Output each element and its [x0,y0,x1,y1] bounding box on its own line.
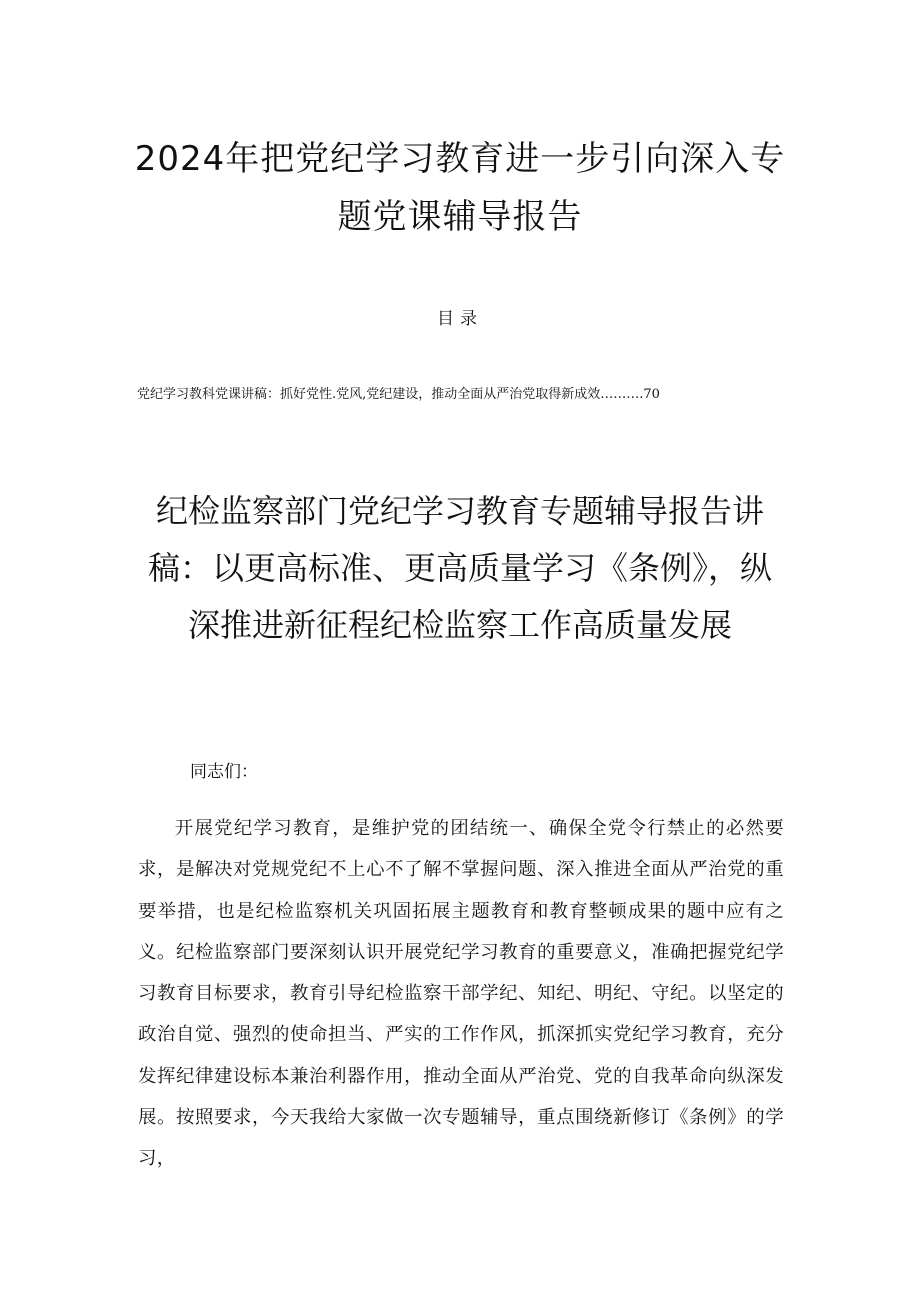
toc-entry[interactable] [137,385,837,405]
document-title: 2024年把党纪学习教育进一步引向深入专题党课辅导报告 [134,139,786,237]
toc-heading: 目录 [437,309,483,329]
toc-entry-page: .70 [639,387,660,402]
toc-entry-text: 党纪学习教科党课讲稿：抓好党性.党风,党纪建设，推动全面从严治党取得新成效……… [137,387,640,402]
salutation: 同志们： [190,762,258,782]
body-paragraph: 开展党纪学习教育，是维护党的团结统一、确保全党令行禁止的必然要求，是解决对党规党纪不上心不了解不掌握问题、深入推进全面从严治党的重要举措，也是纪检监察机关巩固拓展主题教育和教育整顿成果的题中应有之义。纪检监察部门要深刻认识开展党纪学习教育的重要意义，准确把握党纪学习教育目标要求，教育引导纪检监察干部学纪、知纪、明纪、守纪。以坚定的政治自觉、强烈的使命担当、严实的工作作风，抓深抓实党纪学习教育，充分发挥纪律建设标本兼治利器作用，推动全面从严治党、党的自我革命向纵深发展。按照要求，今天我给大家做一次专题辅导，重点围绕新修订《条例》的学习， [138,818,784,1170]
article-title: 纪检监察部门党纪学习教育专题辅导报告讲稿：以更高标准、更高质量学习《条例》，纵深推进新征程纪检监察工作高质量发展 [147,492,772,644]
